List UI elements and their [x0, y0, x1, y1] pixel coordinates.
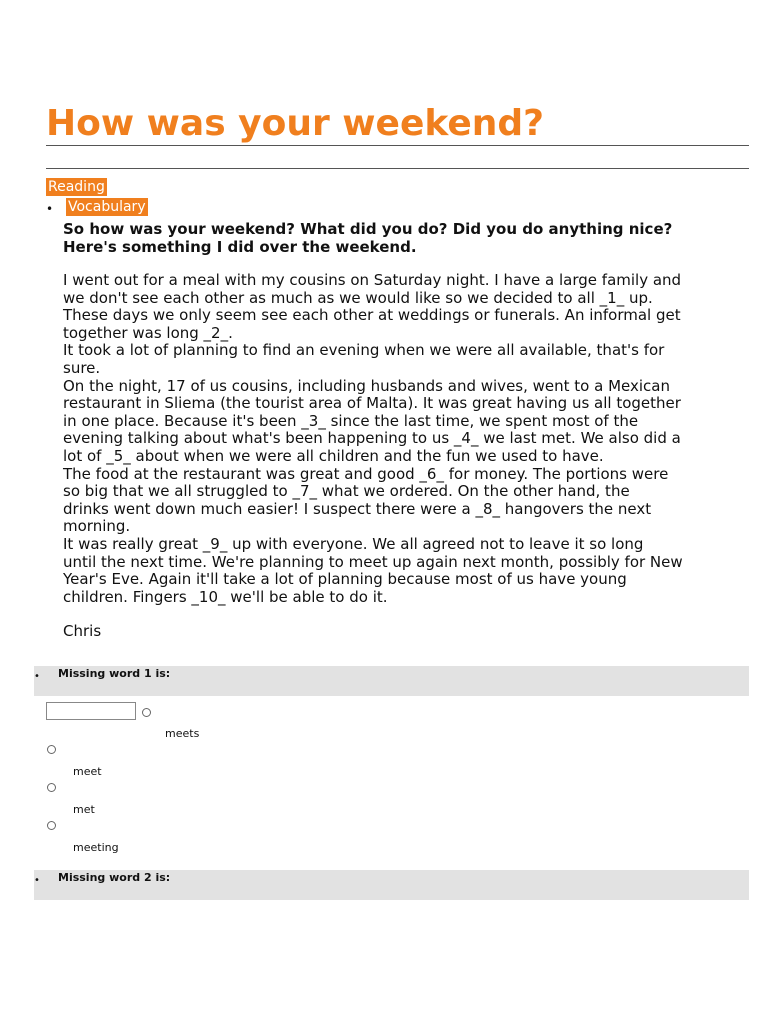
- page-title: How was your weekend?: [46, 103, 545, 144]
- radio-option-meets[interactable]: [142, 708, 151, 717]
- question-2-label: Missing word 2 is:: [58, 871, 171, 884]
- title-divider: [46, 145, 749, 146]
- option-label-meet: meet: [73, 765, 102, 778]
- option-label-met: met: [73, 803, 95, 816]
- tab-reading[interactable]: Reading: [48, 179, 105, 195]
- option-label-meets: meets: [165, 727, 200, 740]
- article-intro: So how was your weekend? What did you do? Did you do anything nice? Here's something I did over the weekend.: [63, 220, 673, 256]
- bullet-icon: •: [34, 671, 40, 682]
- option-label-meeting: meeting: [73, 841, 119, 854]
- tab-vocabulary[interactable]: Vocabulary: [68, 199, 146, 215]
- article-signature: Chris: [63, 622, 102, 641]
- radio-option-meet[interactable]: [47, 745, 56, 754]
- radio-option-met[interactable]: [47, 783, 56, 792]
- radio-option-meeting[interactable]: [47, 821, 56, 830]
- question-1-answer-input[interactable]: [46, 702, 136, 720]
- article-body: I went out for a meal with my cousins on Saturday night. I have a large family and we don't see each other as much as we would like so we decided to all _1_ up. These days we only seem see each other at weddings or funerals. An informal get together was long _2_. It took a lot of planning to find an evening when we were all available, that's for sure. On the night, 17 of us cousins, including husbands and wives, went to a Mexican restaurant in Sliema (the tourist area of Malta). It was great having us all together in one place. Because it's been _3_ since the last time, we spent most of the evening talking about what's been happening to us _4_ we last met. We also did a lot of _5_ about when we were all children and the fun we used to have. The food at the restaurant was great and good _6_ for money. The portions were so big that we all struggled to _7_ what we ordered. On the other hand, the drinks went down much easier! I suspect there were a _8_ hangovers the next morning. It was really great _9_ up with everyone. We all agreed not to leave it so long until the next time. We're planning to meet up again next month, possibly for New Year's Eve. Again it'll take a lot of planning because most of us have young children. Fingers _10_ we'll be able to do it.: [63, 271, 683, 606]
- bullet-icon: •: [34, 875, 40, 886]
- article: [63, 221, 753, 640]
- bullet-icon: •: [46, 202, 54, 216]
- question-1-label: Missing word 1 is:: [58, 667, 171, 680]
- section-divider: [46, 168, 749, 169]
